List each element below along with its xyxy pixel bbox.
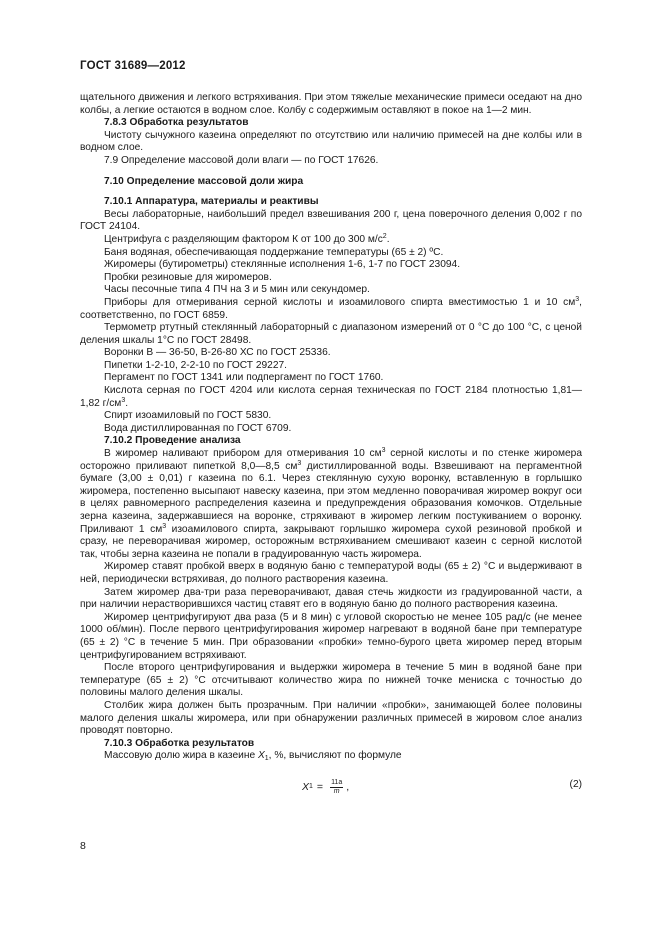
equipment-item: Кислота серная по ГОСТ 4204 или кислота серная техническая по ГОСТ 2184 плотностью 1,81—1,82 $г/см^3$. — [80, 385, 582, 409]
equipment-item: Приборы для отмеривания серной кислоты и изоамилового спирта вместимостью 1 и 10 $см^3$, соответственно, по ГОСТ 6859. — [80, 295, 582, 321]
fraction-numerator: 11a — [331, 778, 343, 786]
procedure-paragraph: Столбик жира должен быть прозрачным. При наличии «пробки», занимающей более половины малого деления шкалы жиромера, или при обнаружении различных примесей в жировом слое анализ проводят повторно. — [80, 699, 582, 737]
equipment-item: Спирт изоамиловый по ГОСТ 5830. — [104, 410, 272, 422]
paragraph: Чистоту сычужного казеина определяют по отсутствию или наличию примесей на дне колбы или в водном слое. — [80, 129, 582, 154]
paragraph-7-9: 7.9 Определение массовой доли влаги — по ГОСТ 17626. — [104, 154, 379, 166]
equipment-item: Пергамент по ГОСТ 1341 или подпергамент по ГОСТ 1760. — [104, 372, 384, 384]
procedure-paragraph: После второго центрифугирования и выдержки жиромера в течение 5 мин в водяной бане при температуре (65 ± 2) °С отсчитывают количество жира по нижней точке мениска с точностью до половины малого деления шкалы. — [80, 662, 582, 699]
equipment-item: Пипетки 1-2-10, 2-2-10 по ГОСТ 29227. — [104, 359, 288, 371]
page-number: 8 — [80, 840, 86, 852]
procedure-paragraph: Жиромер ставят пробкой вверх в водяную баню с температурой воды (65 ± 2) °С и выдерживают в ней, периодически встряхивая, до полного растворения казеина. — [80, 561, 582, 585]
formula-number: (2) — [569, 778, 582, 790]
section-heading-7-10-2: 7.10.2 Проведение анализа — [104, 435, 241, 447]
section-heading-7-8-3: 7.8.3 Обработка результатов — [104, 117, 249, 129]
paragraph: щательного движения и легкого встряхивания. При этом тяжелые механические примеси оседают на дно колбы, а легкие остаются в водном слое. Колбу с содержимым оставляют в покое на 1—2 мин. — [80, 92, 582, 116]
formula-fraction — [330, 779, 343, 796]
formula-expression: X 1 = $\frac{11a}{m}$ , — [302, 778, 350, 795]
procedure-paragraph: Затем жиромер два-три раза переворачивают, давая стечь жидкости из градуированной части, а при наличии нерастворившихся частиц ставят его в водяную баню до полного растворения казеина. — [80, 586, 582, 611]
section-heading-7-10-3: 7.10.3 Обработка результатов — [104, 737, 255, 749]
equipment-item: Термометр ртутный стеклянный лабораторный с диапазоном измерений от 0 °С до 100 °С, с ценой деления шкалы 1°С по ГОСТ 28498. — [80, 322, 582, 346]
equipment-item: Весы лабораторные, наибольший предел взвешивания 200 г, цена поверочного деления 0,002 г по ГОСТ 24104. — [80, 208, 582, 233]
procedure-paragraph: В жиромер наливают прибором для отмеривания 10 $см^3$ серной кислоты и по стенке жиромера осторожно приливают пипеткой 8,0—8,5 $см^3$ дистиллированной воды. Взвешивают на пергаментной бумаге (3,00 ± 0,01) г казеина по 6.1. Через стеклянную сухую воронку, вставленную в горлышко жиромера, постепенно высыпают навеску казеина, при этом медленно поворачивая жиромер вокруг оси в целях равномерного распределения казеина и предупреждения образования комочков. Отдельные зерна казеина, задержавшиеся на воронке, стряхивают в жиромер легким постукиванием о воронку. Приливают 1 $см^3$ изоамилового спирта, закрывают горлышко жиромера сухой резиновой пробкой и сразу, не переворачивая жиромер, осторожным встряхиванием смешивают казеин с серной кислотой так, чтобы зерна казеина не попали в градуированную часть жиромера. — [80, 447, 582, 560]
fraction-denominator: m — [333, 787, 340, 795]
equipment-item: Пробки резиновые для жиромеров. — [104, 271, 272, 283]
procedure-paragraph: Жиромер центрифугируют два раза (5 и 8 мин) с угловой скоростью не менее 105 рад/с (не менее 1000 об/мин). После первого центрифугирования жиромер нагревают в водяной бане при температуре (65 ± 2) °С в течение 5 мин. При образовании «пробки» темно-бурого цвета жиромер перед вторым центрифугированием встряхивают. — [80, 611, 582, 661]
equipment-item: Воронки В — 36-50, В-26-80 ХС по ГОСТ 25336. — [104, 347, 331, 359]
equipment-item: Жиромеры (бутирометры) стеклянные исполнения 1-6, 1-7 по ГОСТ 23094. — [104, 259, 461, 271]
doc-header: ГОСТ 31689—2012 — [80, 60, 186, 72]
equipment-item: Часы песочные типа 4 ПЧ на 3 и 5 мин или секундомер. — [104, 284, 370, 296]
section-heading-7-10-1: 7.10.1 Аппаратура, материалы и реактивы — [104, 196, 319, 208]
section-heading-7-10: 7.10 Определение массовой доли жира — [104, 175, 304, 187]
equipment-item: Баня водяная, обеспечивающая поддержание температуры (65 ± 2) ºС. — [104, 246, 444, 258]
formula-2 — [80, 777, 582, 799]
equipment-item: Вода дистиллированная по ГОСТ 6709. — [104, 422, 292, 434]
results-paragraph: Массовую долю жира в казеине $X_1$, %, вычисляют по формуле — [104, 750, 402, 763]
page-content — [80, 92, 582, 799]
equipment-item: Центрифуга с разделяющим фактором К от 100 до 300 $м/с^2$. — [104, 232, 390, 245]
